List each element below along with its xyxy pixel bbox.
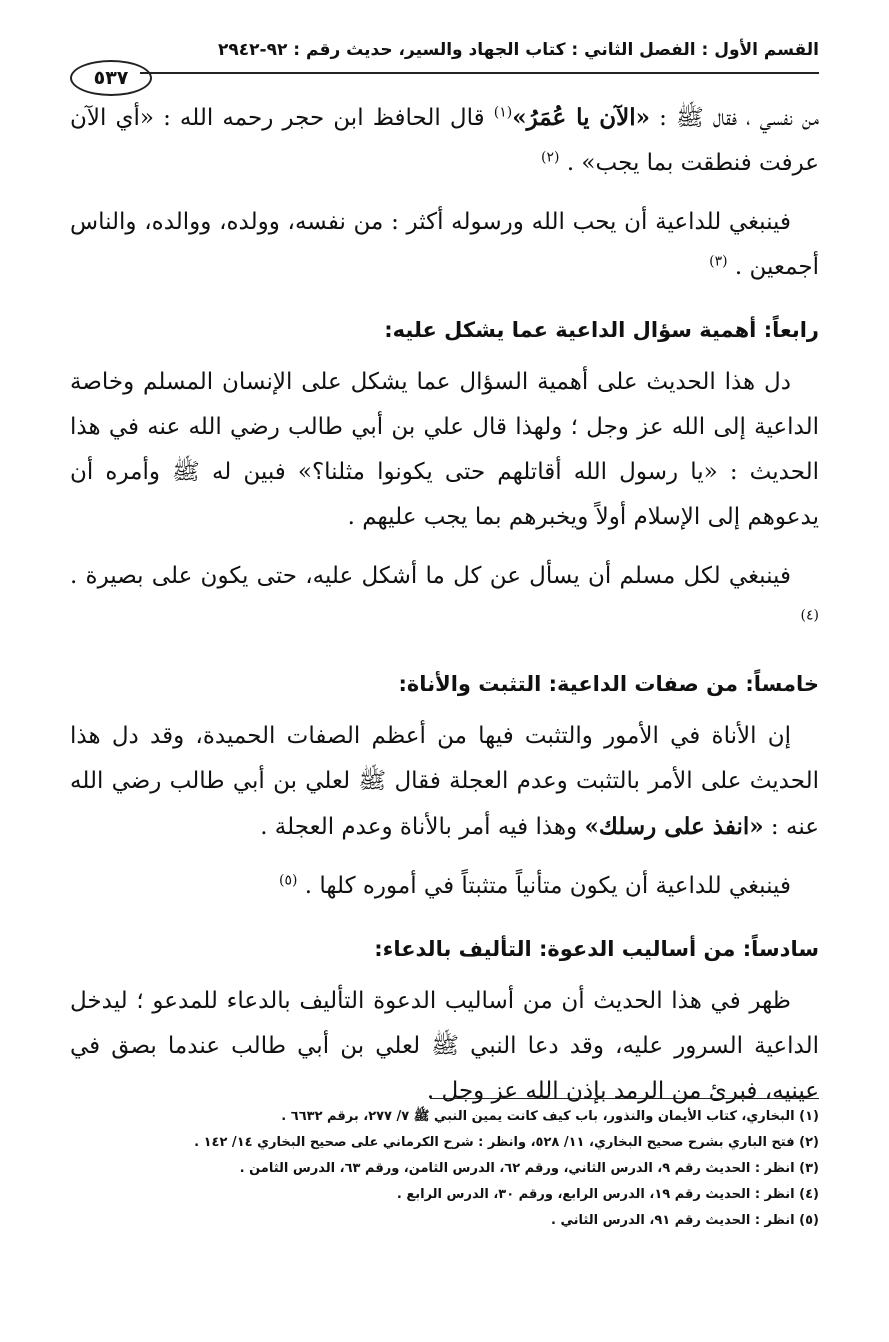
section-heading-5: خامساً: من صفات الداعية: التثبت والأناة: — [398, 672, 819, 696]
paragraph-1 — [70, 95, 819, 186]
header-rule — [140, 72, 819, 74]
footnote-4: (٤) انظر : الحديث رقم ١٩، الدرس الرابع، ورقم ٣٠، الدرس الرابع . — [396, 1187, 819, 1202]
footnote-5: (٥) انظر : الحديث رقم ٩١، الدرس الثاني . — [551, 1213, 819, 1228]
paragraph-7: ظهر في هذا الحديث أن من أساليب الدعوة التأليف بالدعاء للمدعو ؛ ليدخل الداعية السرور عليه، وقد دعا النبي ﷺ لعلي بن أبي طالب عندما بصق في عينيه، فبرئ من الرمد بإذن الله عز وجل . — [70, 988, 819, 1104]
paragraph-1-text-a: من نفسي ، فقال ﷺ : — [650, 105, 819, 131]
paragraph-4-text: فينبغي لكل مسلم أن يسأل عن كل ما أشكل عليه، حتى يكون على بصيرة . — [70, 563, 791, 589]
page-number: ٥٣٧ — [70, 60, 152, 96]
section-heading-4: رابعاً: أهمية سؤال الداعية عما يشكل عليه: — [384, 318, 819, 342]
main-text — [70, 95, 819, 1128]
paragraph-5-text-a: إن الأناة في الأمور والتثبت فيها من أعظم الصفات الحميدة، وقد دل هذا الحديث على الأمر بالتثبت وعدم العجلة فقال ﷺ لعلي بن أبي طالب رضي الله عنه : — [70, 723, 819, 840]
paragraph-6-text: فينبغي للداعية أن يكون متأنياً متثبتاً في أموره كلها . — [304, 873, 791, 899]
footnote-rule — [430, 1098, 819, 1099]
footnotes — [70, 1104, 819, 1234]
running-header: القسم الأول : الفصل الثاني : كتاب الجهاد والسير، حديث رقم : ٩٢-٢٩٤٢ — [218, 40, 819, 60]
footnote-ref-2: (٢) — [541, 149, 560, 166]
hadith-quote-now-omar: «الآن يا عُمَرُ» — [512, 104, 651, 131]
paragraph-2 — [70, 200, 819, 290]
paragraph-5-text-b: وهذا فيه أمر بالأناة وعدم العجلة . — [260, 814, 585, 840]
paragraph-4 — [70, 554, 819, 644]
paragraph-3: دل هذا الحديث على أهمية السؤال عما يشكل على الإنسان المسلم وخاصة الداعية إلى الله عز وجل ؛ ولهذا قال علي بن أبي طالب رضي الله عنه في هذا الحديث : «يا رسول الله أقاتلهم حتى يكونوا مثلنا؟» فبين له ﷺ وأمره أن يدعوهم إلى الإسلام أولاً ويخبرهم بما يجب عليهم . — [70, 369, 819, 530]
footnote-1: (١) البخاري، كتاب الأيمان والنذور، باب كيف كانت يمين النبي ﷺ ٧/ ٢٧٧، برقم ٦٦٣٢ . — [281, 1109, 819, 1124]
hadith-quote-anfudh: «انفذ على رسلك» — [584, 813, 764, 840]
paragraph-5 — [70, 714, 819, 850]
paragraph-6 — [70, 864, 819, 909]
paragraph-2-text: فينبغي للداعية أن يحب الله ورسوله أكثر : من نفسه، وولده، ووالده، والناس أجمعين . — [70, 209, 819, 280]
footnote-ref-4: (٤) — [800, 607, 819, 624]
footnote-3: (٣) انظر : الحديث رقم ٩، الدرس الثاني، ورقم ٦٢، الدرس الثامن، ورقم ٦٣، الدرس الثامن . — [239, 1161, 819, 1176]
footnote-ref-5: (٥) — [278, 872, 298, 889]
footnote-ref-1: (١) — [493, 104, 513, 121]
footnote-ref-3: (٣) — [709, 253, 728, 270]
footnote-2: (٢) فتح الباري بشرح صحيح البخاري، ١١/ ٥٢٨، وانظر : شرح الكرماني على صحيح البخاري ١٤/ ١٤٢ . — [194, 1135, 819, 1150]
section-heading-6: سادساً: من أساليب الدعوة: التأليف بالدعاء: — [374, 937, 819, 961]
paragraph-1-text-b: قال الحافظ ابن حجر رحمه الله : «أي الآن عرفت فنطقت بما يجب» . — [70, 105, 819, 176]
